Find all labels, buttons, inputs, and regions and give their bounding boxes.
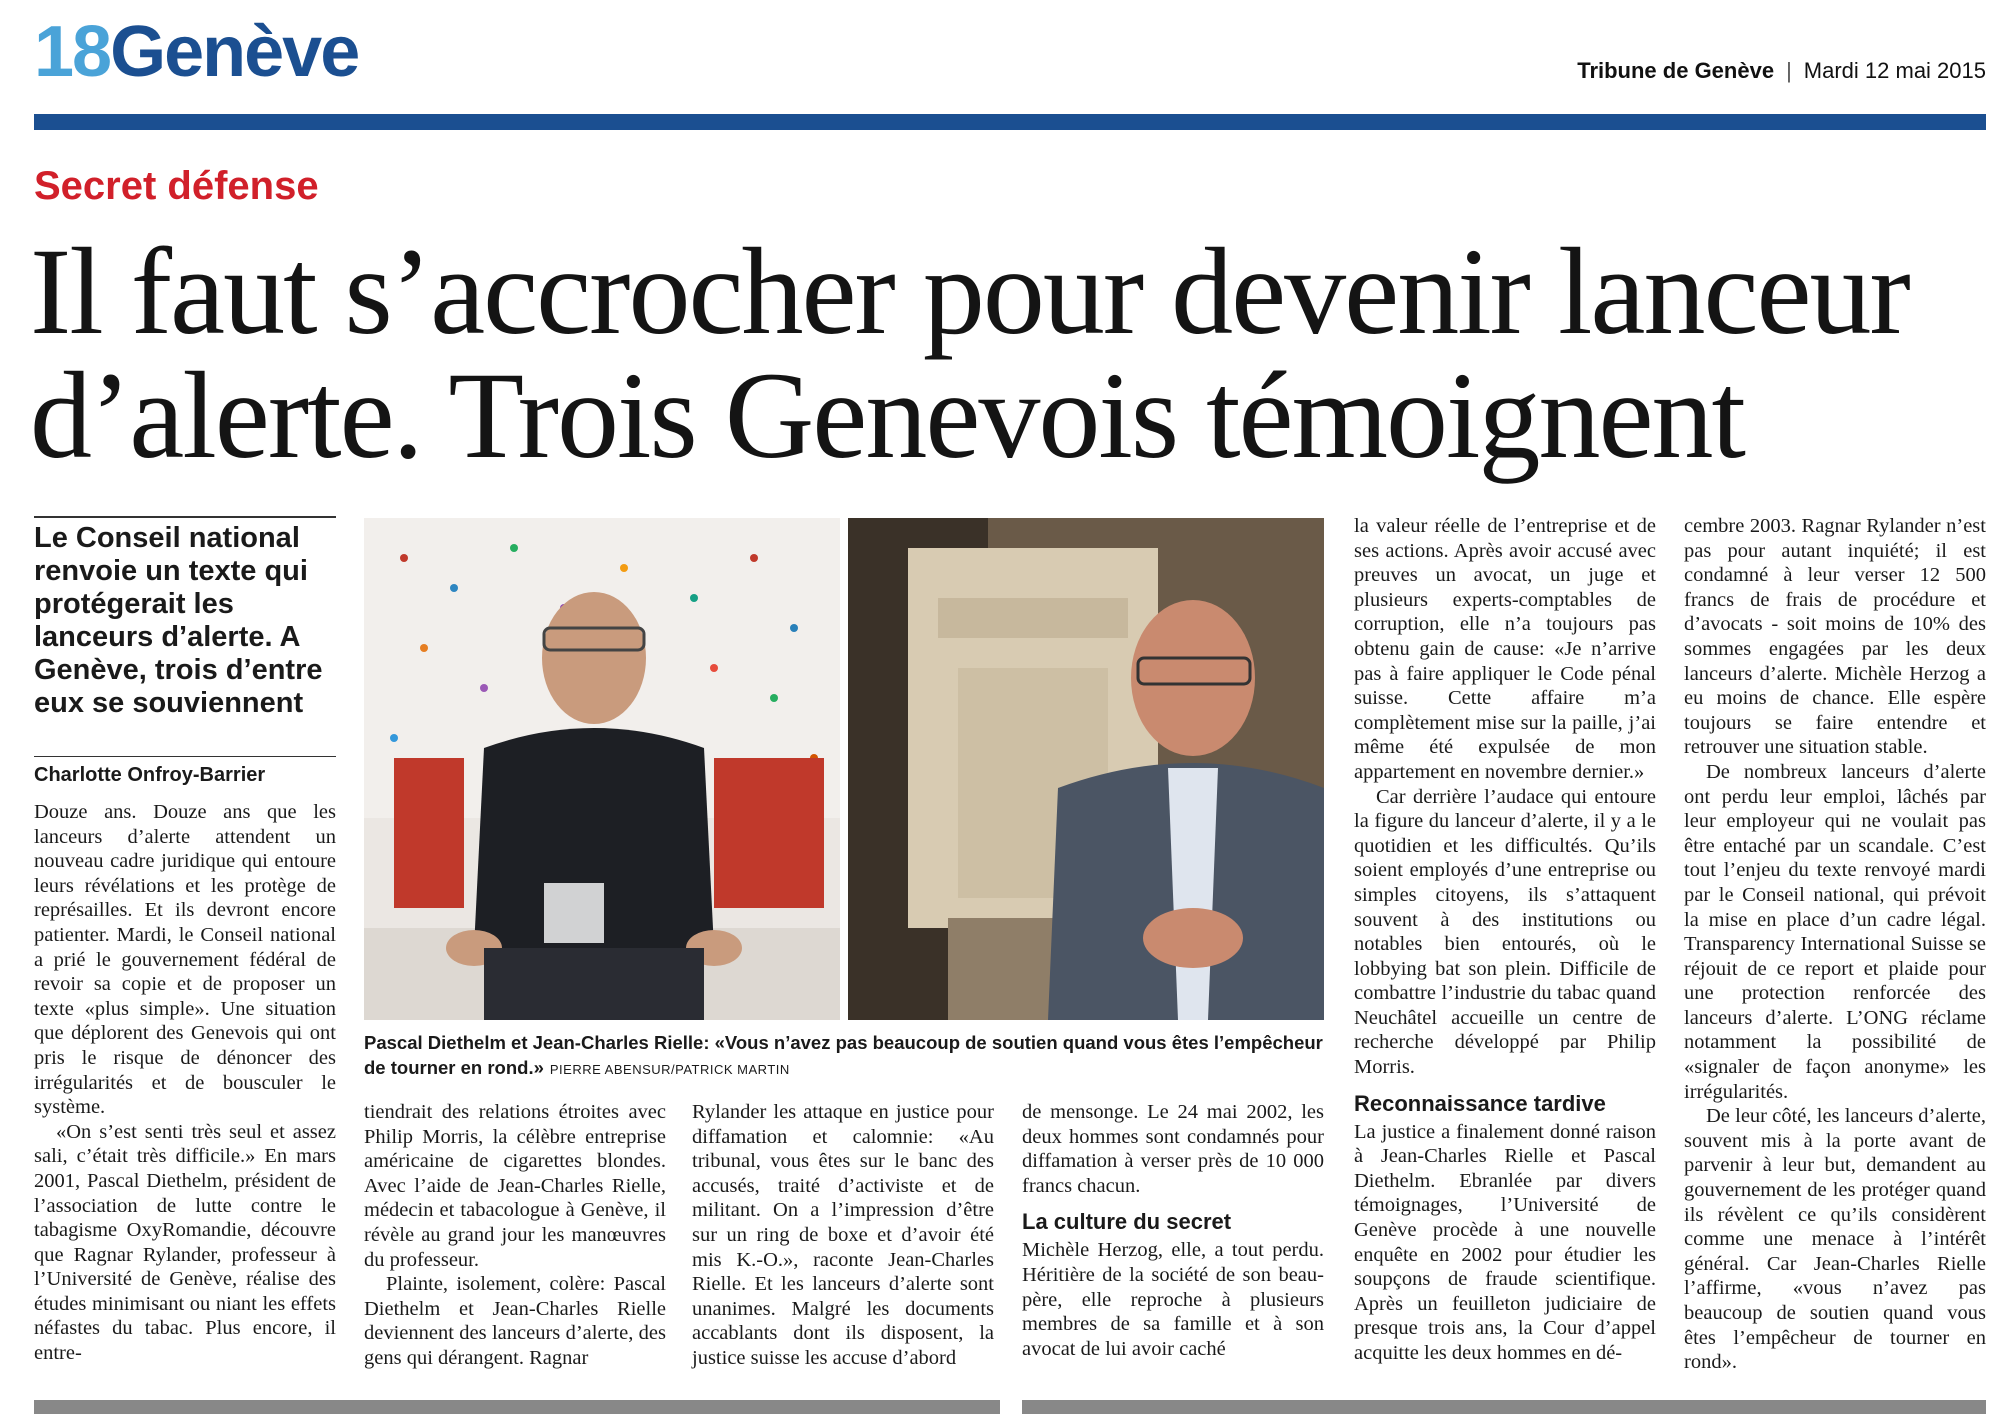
- lede: Le Conseil national renvoie un texte qui protégerait les lanceurs d’alerte. A Genève, trois d’entre eux se souviennent: [34, 522, 323, 719]
- byline-rule: [34, 756, 336, 757]
- bottom-rule-right: [1022, 1400, 1986, 1414]
- section-name: Genève: [110, 12, 359, 92]
- byline: Charlotte Onfroy-Barrier: [34, 764, 266, 786]
- paragraph: De nombreux lanceurs d’alerte ont perdu leur emploi, lâchés par leur employeur qui ne voulait pas être entaché par un scandale. C’est tout l’enjeu du texte renvoyé mardi par le Conseil national, qui prévoit la mise en place d’un cadre légal. Transparency International Suisse se réjouit de ce report et plaide pour une protection renforcée des lanceurs d’alerte. L’ONG réclame notamment la possibilité de «signaler de façon anonyme» les irrégularités.: [1684, 760, 1986, 1103]
- text-column-5: [1354, 514, 1656, 1366]
- paragraph: Plainte, isolement, colère: Pascal Diethelm et Jean-Charles Rielle deviennent des lanceurs d’alerte, des gens qui dérangent. Ragnar: [364, 1273, 666, 1369]
- photo-right-image: [848, 518, 1324, 1020]
- paragraph: Douze ans. Douze ans que les lanceurs d’alerte attendent un nouveau cadre juridique qui entoure leurs révélations et les protège de représailles. Et ils devront encore patienter. Mardi, le Conseil national a prié le gouvernement fédéral de revoir sa copie et de proposer un texte «plus simple». Une situation que déplorent des Genevois qui ont pris le risque de dénoncer des irrégularités et de bousculer le système.: [34, 801, 336, 1119]
- photo-credit: PIERRE ABENSUR/PATRICK MARTIN: [549, 1062, 790, 1077]
- subhead-culture-du-secret: La culture du secret: [1022, 1209, 1232, 1235]
- paragraph: La justice a finalement donné raison à Jean-Charles Rielle et Pascal Diethelm. Ebranlée par divers témoignages, l’Université de Genève procède à une nouvelle enquête en 2002 pour étudier les soupçons de fraude scientifique. Après un feuilleton judiciaire de presque trois ans, la Cour d’appel acquitte les deux hommes en dé-: [1354, 1120, 1656, 1364]
- paragraph: Rylander les attaque en justice pour diffamation et calomnie: «Au tribunal, vous êtes sur le banc des accusés, traité d’activiste et de militant. On a l’impression d’être sur un ring de boxe et d’avoir été mis K.-O.», raconte Jean-Charles Rielle. Et les lanceurs d’alerte sont unanimes. Malgré les documents accablants dont ils disposent, la justice suisse les accuse d’abord: [692, 1101, 994, 1369]
- header-rule: [34, 114, 1986, 130]
- text-column-3: [692, 1100, 994, 1371]
- issue-date: Mardi 12 mai 2015: [1803, 58, 1986, 83]
- bottom-rule-left: [34, 1400, 1000, 1414]
- photo-jean-charles-rielle: [848, 518, 1324, 1020]
- photo-left-image: [364, 518, 840, 1020]
- paragraph: cembre 2003. Ragnar Rylander n’est pas pour autant inquiété; il est condamné à leur verser 12 500 francs de frais de procédure et d’avocats - soit moins de 10% des sommes engagées par les deux lanceurs d’alerte. Michèle Herzog a eu moins de chance. Elle espère toujours se faire entendre et retrouver une situation stable.: [1684, 515, 1986, 759]
- paragraph: la valeur réelle de l’entreprise et de ses actions. Après avoir accusé avec preuves un avocat, un juge et plusieurs experts-comptables de corruption, elle n’a toujours pas obtenu gain de cause: «Je n’arrive pas à faire appliquer le Code pénal suisse. Cette affaire m’a complètement mise sur la paille, j’ai même été expulsée de mon appartement en novembre dernier.»: [1354, 515, 1656, 783]
- paragraph: «On s’est senti très seul et assez sali, c’était très difficile.» En mars 2001, Pascal Diethelm, président de l’association de lutte contre le tabagisme OxyRomandie, découvre que Ragnar Rylander, professeur à l’Université de Genève, réalise des études minimisant ou niant les effets néfastes du tabac. Plus encore, il entre-: [34, 1120, 336, 1365]
- text-column-2: [364, 1100, 666, 1371]
- text-column-4: [1022, 1100, 1324, 1361]
- photo-pascal-diethelm: [364, 518, 840, 1020]
- page-header: [34, 12, 358, 92]
- text-column-6: [1684, 514, 1986, 1375]
- paragraph: Michèle Herzog, elle, a tout perdu. Héritière de la société de son beau-père, elle reproche à plusieurs membres de sa famille et à son avocat de lui avoir caché: [1022, 1239, 1324, 1360]
- page-number: 18: [34, 12, 111, 92]
- paragraph: de mensonge. Le 24 mai 2002, les deux hommes sont condamnés pour diffamation à verser près de 10 000 francs chacun.: [1022, 1101, 1324, 1197]
- subhead-reconnaissance-tardive: Reconnaissance tardive: [1354, 1090, 1606, 1116]
- kicker: Secret défense: [34, 164, 319, 208]
- paragraph: tiendrait des relations étroites avec Philip Morris, la célèbre entreprise américaine de cigarettes blondes. Avec l’aide de Jean-Charles Rielle, médecin et tabacologue à Genève, il révèle au grand jour les manœuvres du professeur.: [364, 1101, 666, 1271]
- publication-name: Tribune de Genève: [1577, 58, 1775, 83]
- masthead: [1577, 58, 1986, 84]
- paragraph: De leur côté, les lanceurs d’alerte, souvent mis à la porte avant de parvenir à leur but, demandent au gouvernement de les protéger quand ils révèlent ce qu’ils considèrent comme une menace à l’intérêt général. Car Jean-Charles Rielle l’affirme, «vous n’avez pas beaucoup de soutien quand vous êtes l’empêcheur de tourner en rond».: [1684, 1105, 1986, 1374]
- caption-text: Pascal Diethelm et Jean-Charles Rielle: «Vous n’avez pas beaucoup de soutien quand vous êtes l’empêcheur de tourner en rond.»: [364, 1032, 1323, 1078]
- text-column-1: [34, 800, 336, 1366]
- photo-caption: [364, 1030, 1324, 1082]
- headline: Il faut s’accrocher pour devenir lanceur d’alerte. Trois Genevois témoignent: [30, 223, 1909, 484]
- lede-rule: [34, 516, 336, 518]
- paragraph: Car derrière l’audace qui entoure la figure du lanceur d’alerte, il y a le quotidien et les difficultés. Qu’ils soient employés d’une entreprise ou simples citoyens, ils s’attaquent souvent à des institutions ou notables bien entourés, où le lobbying bat son plein. Difficile de combattre l’industrie du tabac quand Neuchâtel accueille un centre de recherche développé par Philip Morris.: [1354, 785, 1656, 1079]
- masthead-separator: |: [1786, 58, 1792, 83]
